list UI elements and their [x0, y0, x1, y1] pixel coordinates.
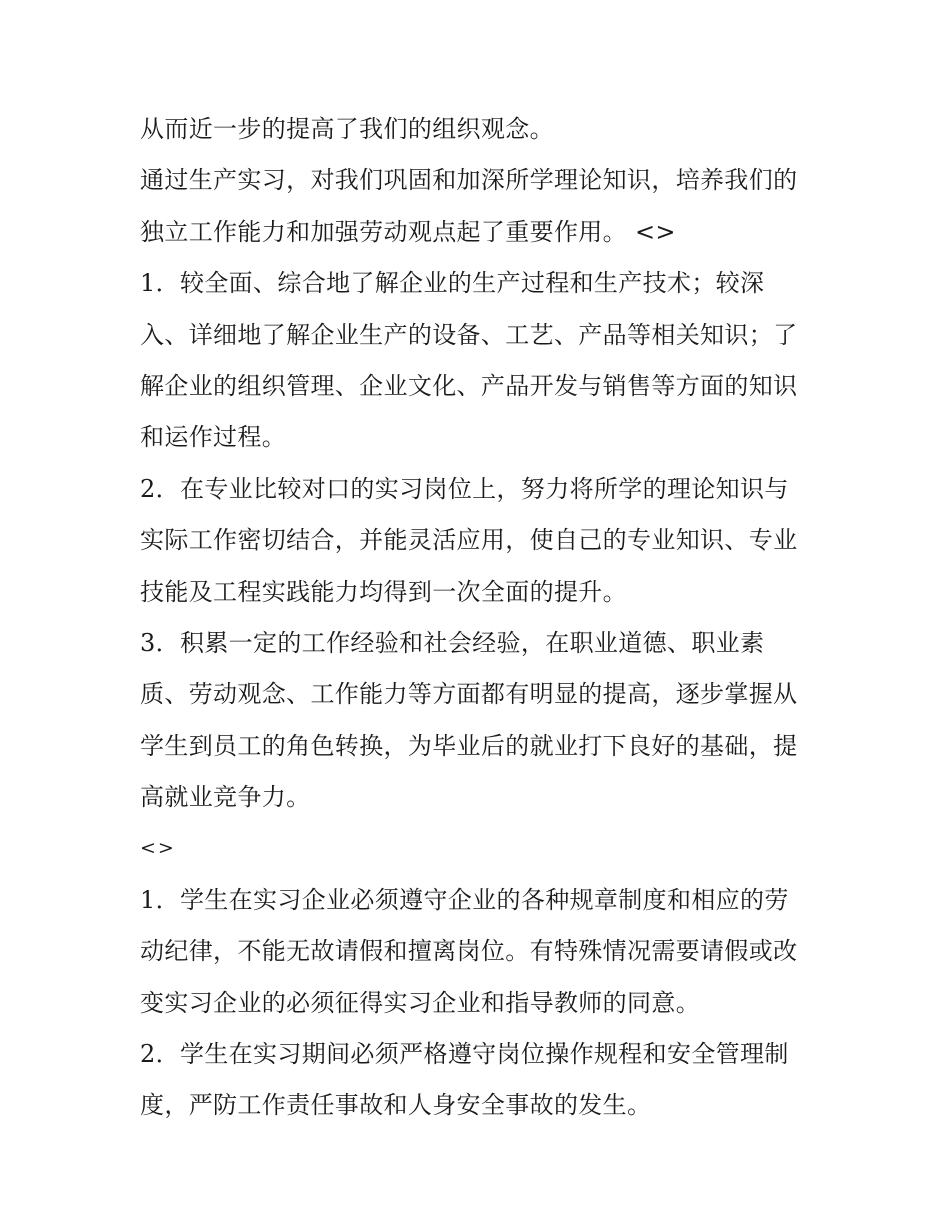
list-item-line: 1．学生在实习企业必须遵守企业的各种规章制度和相应的劳 [140, 885, 789, 914]
text-line: 和运作过程。 [140, 423, 287, 452]
text-line: 解企业的组织管理、企业文化、产品开发与销售等方面的知识 [140, 371, 798, 400]
body-text [140, 104, 820, 1132]
section-marker: <> [140, 837, 176, 860]
text-line: 入、详细地了解企业生产的设备、工艺、产品等相关知识；了 [140, 320, 798, 349]
list-item-line: 1．较全面、综合地了解企业的生产过程和生产技术；较深 [140, 269, 765, 298]
text-line: 独立工作能力和加强劳动观点起了重要作用。 <> [140, 217, 676, 246]
text-line: 通过生产实习，对我们巩固和加深所学理论知识，培养我们的 [140, 166, 798, 195]
text-line: 实际工作密切结合，并能灵活应用，使自己的专业知识、专业 [140, 526, 798, 555]
list-item-line: 2．在专业比较对口的实习岗位上，努力将所学的理论知识与 [140, 474, 789, 503]
text-line: 度，严防工作责任事故和人身安全事故的发生。 [140, 1091, 652, 1120]
text-line: 质、劳动观念、工作能力等方面都有明显的提高，逐步掌握从 [140, 680, 798, 709]
list-item-line: 2．学生在实习期间必须严格遵守岗位操作规程和安全管理制 [140, 1040, 789, 1069]
text-line: 学生到员工的角色转换，为毕业后的就业打下良好的基础，提 [140, 731, 798, 760]
text-line: 变实习企业的必须征得实习企业和指导教师的同意。 [140, 988, 701, 1017]
text-line: 高就业竞争力。 [140, 783, 311, 812]
text-line: 动纪律，不能无故请假和擅离岗位。有特殊情况需要请假或改 [140, 937, 798, 966]
list-item-line: 3．积累一定的工作经验和社会经验，在职业道德、职业素 [140, 628, 765, 657]
text-line: 技能及工程实践能力均得到一次全面的提升。 [140, 577, 627, 606]
text-line: 从而近一步的提高了我们的组织观念。 [140, 115, 554, 143]
